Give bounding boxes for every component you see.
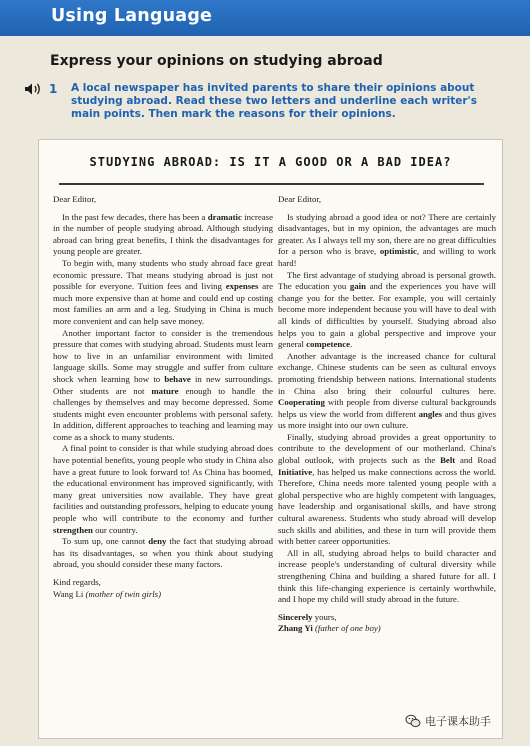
key-word: strengthen [53, 524, 93, 535]
key-word: deny [148, 536, 167, 547]
paragraph: To begin with, many students who study abroad face great economic pressure. That means studying abroad is just not possible for everyone. Tuition fees and living expenses are much more expensive than at home and could end up costing most families an arm and a leg. Studying in China is much more convenient and can help save money. [53, 257, 273, 326]
key-word: optimistic [379, 246, 417, 257]
key-word: Initiative [278, 466, 313, 477]
newspaper-article [38, 139, 503, 739]
section-banner [0, 0, 530, 36]
article-title: STUDYING ABROAD: IS IT A GOOD OR A BAD IDEA? [89, 155, 452, 169]
letter-signature: Zhang Yi (father of one boy) [278, 623, 381, 634]
watermark-text: 电子课本助手 [425, 715, 491, 728]
letter-signature: Wang Li (mother of twin girls) [53, 588, 162, 599]
paragraph: To sum up, one cannot deny the fact that studying abroad has its disadvantages, so when you think about studying abroad, you should consider these many factors. [53, 536, 274, 570]
letter-left [53, 194, 273, 600]
task-instructions: A local newspaper has invited parents to share their opinions about studying abroad. Read these two letters and underline each writer's main points. Then mark the reasons for their opinions. [71, 82, 478, 120]
paragraph: Is studying abroad a good idea or not? There are certainly disadvantages, but in my opinion, the advantages are much greater. As I always tell my son, there are no great difficulties for a person who is brave, optimistic, and willing to work hard! [278, 211, 496, 268]
task-number: 1 [49, 82, 58, 96]
letter-greeting: Dear Editor, [278, 194, 322, 204]
paragraph: Finally, studying abroad provides a great opportunity to contribute to the development of our motherland. China's global outlook, with projects such as the Belt and Road Initiative, has helped us make connections across the world. Therefore, China needs more talented young people with a global perspective who are highly competent with languages, have leadership and organisational skills, and have strong cultural awareness. Students who study abroad will develop such skills and abilities, and these in turn will provide them with better career opportunities. [278, 431, 497, 547]
title-divider [59, 183, 484, 185]
watermark [405, 713, 491, 729]
key-word: mature [151, 385, 179, 396]
key-word: angles [418, 408, 443, 419]
letter-closing: Sincerely yours, [278, 611, 337, 622]
key-word: Belt [440, 455, 456, 466]
paragraph: Another important factor to consider is the tremendous pressure that comes with studying abroad. Students must learn how to live in an unfamiliar environment with limited language skills. Some may struggle and suffer from culture shock when learning how to behave in new surroundings. Other students are not mature enough to handle the challenges by themselves and may become depressed. Some students might even encounter problems with personal safety. In addition, different approaches to teaching and learning may come as a shock to many students. [53, 327, 274, 442]
key-word: gain [349, 281, 366, 292]
letter-greeting: Dear Editor, [53, 194, 97, 204]
chat-bubble-icon [405, 713, 421, 729]
letter-right [278, 194, 496, 635]
paragraph: The first advantage of studying abroad is personal growth. The education you gain and the experiences you have will change you for the better. For example, you will certainly become more independent because you will have to deal with all kinds of difficulties by yourself. Studying abroad also helps you to gain a global perspective and improve your general competence. [278, 269, 496, 350]
paragraph: In the past few decades, there has been a dramatic increase in the number of people studying abroad. Although studying abroad can bring great benefits, I think the disadvantages for young people are greater. [53, 211, 273, 257]
letter-closing: Kind regards, [53, 577, 101, 587]
page-heading: Express your opinions on studying abroad [50, 53, 383, 69]
speaker-icon[interactable] [24, 82, 44, 96]
section-title: Using Language [51, 6, 213, 26]
key-word: dramatic [207, 211, 242, 222]
key-word: behave [164, 373, 191, 384]
paragraph: Another advantage is the increased chance for cultural exchange. Chinese students can be seen as cultural envoys promoting friendship between nations. International students in China also bring their colourful cultures here. Cooperating with people from diverse cultural backgrounds helps us view the world from different angles and thus gives us more insight into our own culture. [278, 350, 496, 431]
paragraph: All in all, studying abroad helps to build character and increase people's understanding of cultural diversity while strengthening China and building a shared future for all. I think this life-changing experience is certainly worthwhile, and I hope my child will study abroad in the future. [278, 547, 496, 605]
key-word: competence [306, 339, 351, 350]
key-word: Cooperating [278, 397, 325, 408]
paragraph: A final point to consider is that while studying abroad does have potential benefits, young people who study in China also have a great future to look forward to! As China has boomed, the educational environment has improved significantly, with many great universities now available. They have great facilities and outstanding professors, helping to educate young people who will contribute to the economy and further strengthen our country. [53, 443, 273, 535]
key-word: expenses [225, 281, 259, 292]
